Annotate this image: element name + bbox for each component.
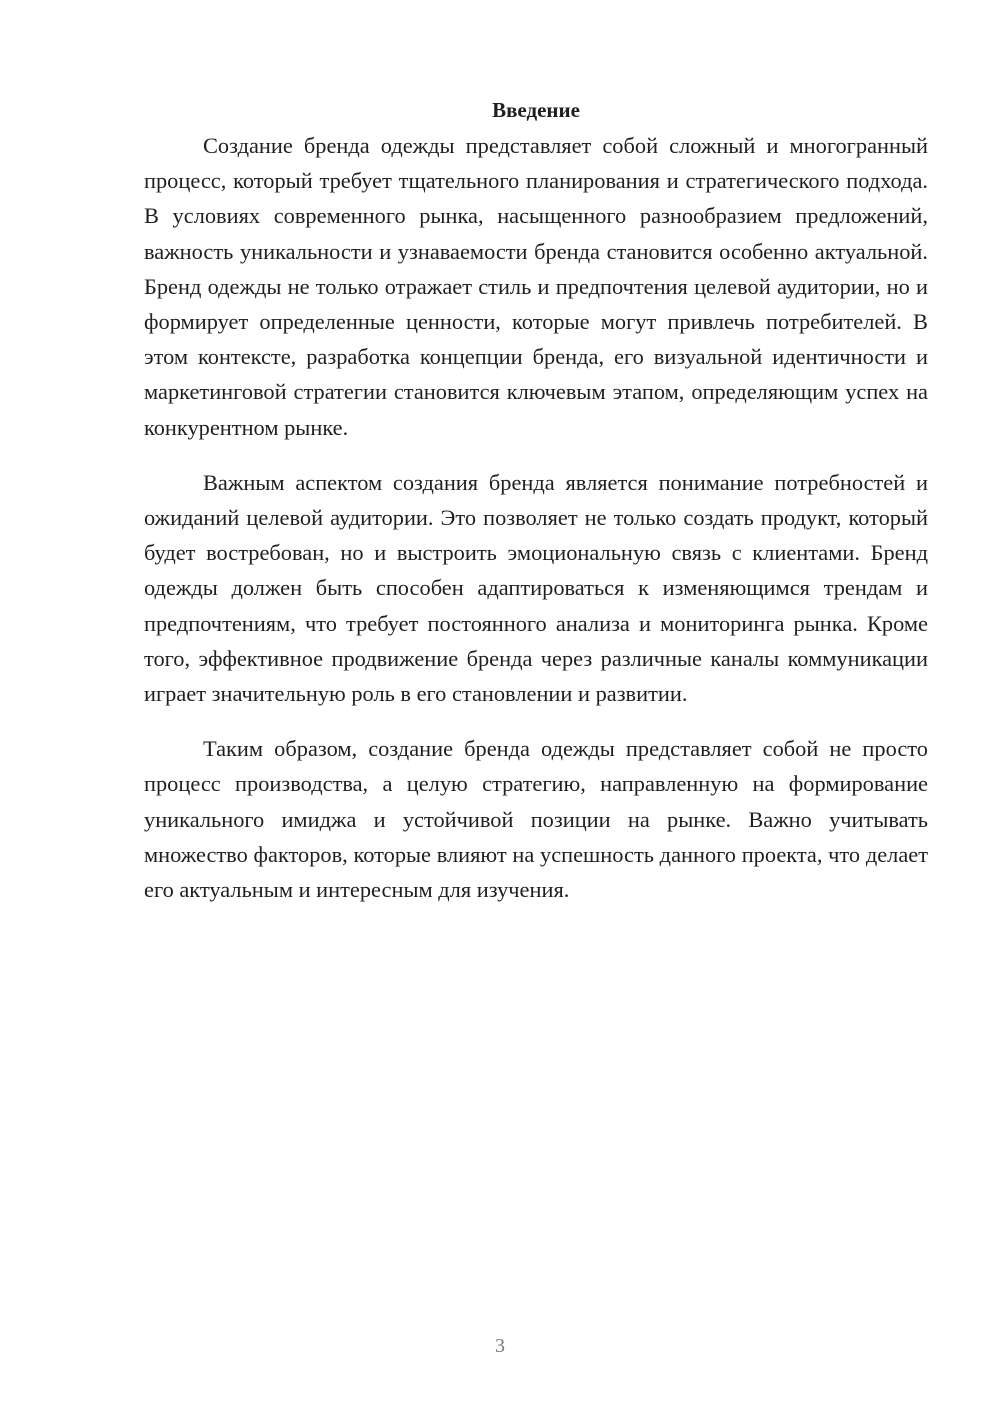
paragraph-1: Создание бренда одежды представляет собой сложный и многогранный процесс, который требует тщательного планирования и стратегического подхода. В условиях современного рынка, насыщенного разнообразием предложений, важность уникальности и узнаваемости бренда становится особенно актуальной. Бренд одежды не только отражает стиль и предпочтения целевой аудитории, но и формирует определенные ценности, которые могут привлечь потребителей. В этом контексте, разработка концепции бренда, его визуальной идентичности и маркетинговой стратегии становится ключевым этапом, определяющим успех на конкурентном рынке.: [144, 133, 928, 440]
page-number: 3: [495, 1335, 505, 1357]
paragraph-2: Важным аспектом создания бренда является понимание потребностей и ожиданий целевой аудитории. Это позволяет не только создать продукт, который будет востребован, но и выстроить эмоциональную связь с клиентами. Бренд одежды должен быть способен адаптироваться к изменяющимся трендам и предпочтениям, что требует постоянного анализа и мониторинга рынка. Кроме того, эффективное продвижение бренда через различные каналы коммуникации играет значительную роль в его становлении и развитии.: [144, 469, 928, 707]
paragraph-3: Таким образом, создание бренда одежды представляет собой не просто процесс производства, а целую стратегию, направленную на формирование уникального имиджа и устойчивой позиции на рынке. Важно учитывать множество факторов, которые влияют на успешность данного проекта, что делает его актуальным и интересным для изучения.: [144, 736, 928, 903]
section-title: Введение: [492, 98, 580, 122]
page-content: [144, 92, 928, 927]
